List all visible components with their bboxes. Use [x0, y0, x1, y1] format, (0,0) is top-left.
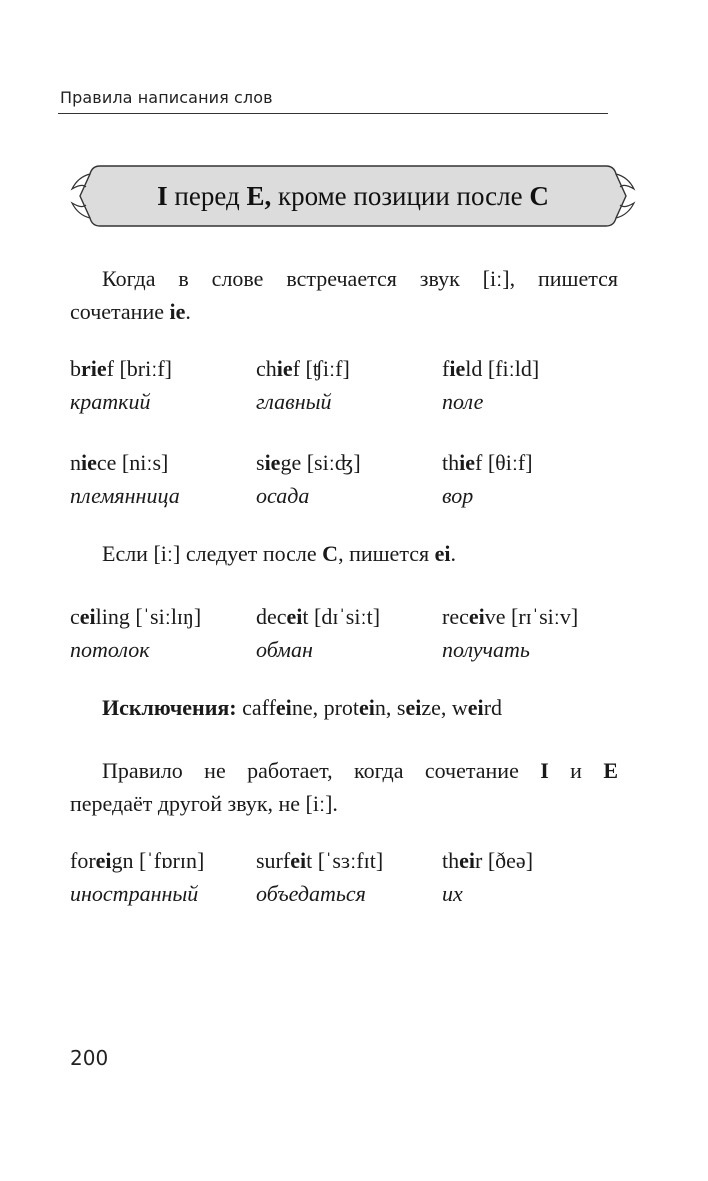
word-brief: brief [briːf]: [70, 356, 173, 381]
translation: вор: [442, 483, 474, 508]
exceptions-label: Исключения:: [102, 695, 237, 720]
word-row: [70, 446, 630, 479]
word-row: [70, 352, 630, 385]
after-c-paragraph: [70, 537, 618, 570]
word-their: their [ðeə]: [442, 848, 534, 873]
translation-row: [70, 877, 630, 910]
running-head: Правила написания слов: [60, 88, 273, 107]
rule-fail-paragraph: [70, 754, 618, 820]
intro-text: сочетание: [70, 299, 170, 324]
intro-line-1: Когда в слове встречается звук [iː], пишется: [102, 266, 618, 291]
translation: племянница: [70, 483, 180, 508]
intro-period: .: [185, 299, 191, 324]
title-text-1: перед: [167, 180, 247, 211]
translation: потолок: [70, 637, 150, 662]
word-group-4: [70, 844, 630, 910]
translation-row: [70, 633, 630, 666]
section-title: [70, 165, 636, 227]
translation: объедаться: [256, 881, 366, 906]
title-text-2: кроме позиции после: [271, 180, 530, 211]
word-field: field [fiːld]: [442, 356, 540, 381]
translation: иностранный: [70, 881, 199, 906]
exceptions-line: Исключения: caffeine, protein, seize, weird: [102, 695, 503, 720]
intro-combo: ie: [169, 299, 186, 324]
rule-fail-line-2: передаёт другой звук, не [iː].: [70, 791, 338, 816]
word-receive: receive [rɪˈsiːv]: [442, 604, 579, 629]
translation: краткий: [70, 389, 151, 414]
word-deceit: deceit [dɪˈsiːt]: [256, 604, 381, 629]
intro-paragraph: [70, 262, 618, 328]
word-group-2: [70, 446, 630, 512]
intro-line-2: [70, 295, 618, 328]
title-letter-i: I: [157, 180, 168, 211]
exceptions-paragraph: [70, 691, 618, 724]
title-letter-e: E,: [246, 180, 272, 211]
word-row: [70, 600, 630, 633]
translation: осада: [256, 483, 310, 508]
word-chief: chief [ʧiːf]: [256, 356, 350, 381]
translation: обман: [256, 637, 313, 662]
page-number: 200: [70, 1046, 109, 1070]
word-row: [70, 844, 630, 877]
word-siege: siege [siːʤ]: [256, 450, 361, 475]
word-foreign: foreign [ˈfɒrɪn]: [70, 848, 205, 873]
translation: главный: [256, 389, 332, 414]
translation: получать: [442, 637, 530, 662]
after-c-line: Если [iː] следует после C, пишется ei.: [102, 541, 456, 566]
translation-row: [70, 385, 630, 418]
word-niece: niece [niːs]: [70, 450, 169, 475]
word-thief: thief [θiːf]: [442, 450, 533, 475]
word-group-1: [70, 352, 630, 418]
word-surfeit: surfeit [ˈsɜːfɪt]: [256, 848, 384, 873]
word-ceiling: ceiling [ˈsiːlɪŋ]: [70, 604, 202, 629]
title-letter-c: C: [529, 180, 549, 211]
word-group-3: [70, 600, 630, 666]
translation: их: [442, 881, 463, 906]
section-banner: [70, 165, 636, 227]
translation-row: [70, 479, 630, 512]
header-rule: [58, 113, 608, 114]
rule-fail-line-1: Правило не работает, когда сочетание I и E: [102, 758, 619, 783]
translation: поле: [442, 389, 484, 414]
